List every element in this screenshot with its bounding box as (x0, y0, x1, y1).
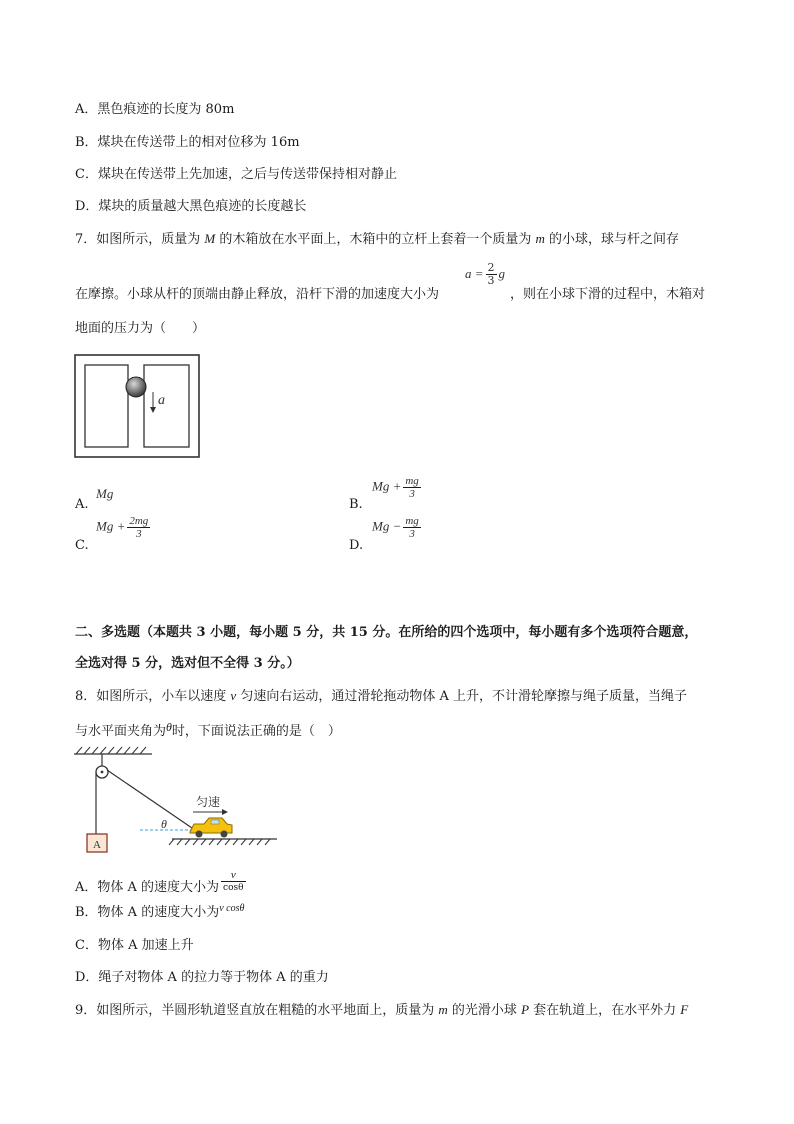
q8-option-b: B．物体 A 的速度大小为$^{v cos\theta}$ (75, 903, 245, 920)
q8-stem-line1: 8．如图所示，小车以速度 v 匀速向右运动，通过滑轮拖动物体 A 上升，不计滑轮摩擦与绳子质量，当绳子 (75, 688, 687, 704)
q7-option-d-label: D. (349, 538, 364, 553)
q8-option-d: D．绳子对物体 A 的拉力等于物体 A 的重力 (75, 970, 329, 985)
q7-stem-line2: 在摩擦。小球从杆的顶端由静止释放，沿杆下滑的加速度大小为 (75, 287, 440, 302)
q8-pulley-figure (72, 744, 282, 856)
box-left-panel (85, 365, 128, 447)
q7-option-c-label: C. (75, 538, 89, 553)
q7-option-d-expr: Mg − $\frac{mg}{3}$ (372, 515, 419, 540)
q8-stem-line2: 与水平面夹角为θ时，下面说法正确的是（ ） (75, 720, 341, 739)
rope-slanted (107, 770, 192, 828)
angle-label: θ (161, 817, 167, 831)
car-wheel-rear (196, 831, 203, 838)
q7-option-c-expr: Mg + $\frac{2mg}{3}$ (96, 515, 149, 540)
q8-option-a: A．物体 A 的速度大小为 $\frac{v}{\cos\theta}$ (75, 869, 244, 895)
q7-box-figure (74, 354, 200, 458)
block-a-label: A (93, 839, 101, 851)
q8-option-c: C．物体 A 加速上升 (75, 938, 194, 953)
q7-option-a-expr: Mg (96, 486, 114, 501)
q7-option-a-label: A. (75, 497, 89, 512)
q7-option-b-label: B. (349, 497, 363, 512)
acceleration-label: a (158, 393, 165, 408)
q9-stem-line1: 9．如图所示，半圆形轨道竖直放在粗糙的水平地面上，质量为 m 的光滑小球 P 套在轨道上，在水平外力 F (75, 1002, 689, 1018)
q7-stem-line1: 7．如图所示，质量为 M 的木箱放在水平面上，木箱中的立杆上套着一个质量为 m 的小球，球与杆之间存 (75, 231, 680, 247)
box-right-panel (144, 365, 189, 447)
q6-option-b: B．煤块在传送带上的相对位移为 16m (75, 135, 300, 150)
q7-option-b-expr: Mg + $\frac{mg}{3}$ (372, 475, 419, 500)
section2-header-line2: 全选对得 5 分，选对但不全得 3 分。） (75, 656, 300, 671)
q7-stem-line3: 地面的压力为（ ） (75, 321, 206, 336)
box-outline (75, 355, 199, 457)
q6-option-d: D．煤块的质量越大黑色痕迹的长度越长 (75, 199, 307, 214)
q6-option-a: A．黑色痕迹的长度为 80m (75, 102, 235, 117)
q6-option-c: C．煤块在传送带上先加速，之后与传送带保持相对静止 (75, 167, 397, 182)
q7-acceleration-formula: a = $\frac{2}{3}$ g (465, 261, 506, 287)
ball (126, 377, 146, 397)
q7-stem-line2-tail: ，则在小球下滑的过程中，木箱对 (510, 287, 706, 302)
section2-header-line1: 二、多选题（本题共 3 小题，每小题 5 分，共 15 分。在所给的四个选项中，每小题有多个选项符合题意， (75, 625, 698, 640)
uniform-motion-label: 匀速 (196, 795, 221, 809)
car-wheel-front (221, 831, 228, 838)
